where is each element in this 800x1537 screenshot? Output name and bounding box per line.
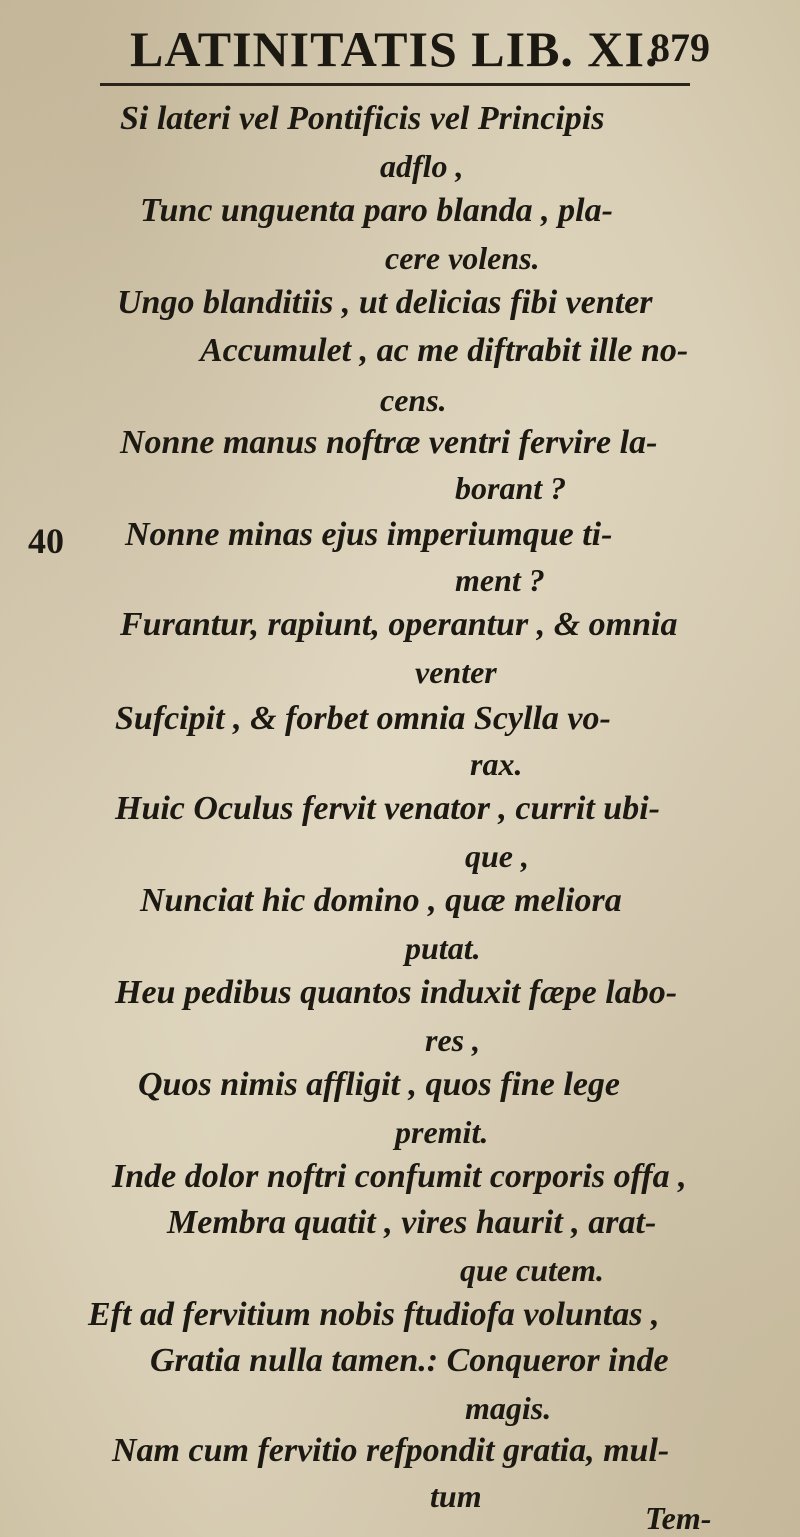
verse-line: que , (465, 838, 529, 874)
verse-line: Nam cum fervitio refpondit gratia, mul- (112, 1432, 670, 1469)
verse-line: venter (415, 654, 497, 690)
verse-line: Tunc unguenta paro blanda , pla- (140, 192, 613, 229)
verse-line: Accumulet , ac me diftrabit ille no- (200, 332, 689, 369)
verse-line: Si lateri vel Pontificis vel Principis (120, 100, 605, 137)
verse-line: ment ? (455, 562, 545, 598)
verse-line: Inde dolor noftri confumit corporis offa , (112, 1158, 687, 1195)
verse-line: Sufcipit , & forbet omnia Scylla vo- (115, 700, 611, 737)
verse-line: Quos nimis affligit , quos fine lege (138, 1066, 621, 1103)
verse-line: adflo , (380, 148, 464, 184)
margin-line-number: 40 (28, 521, 64, 561)
verse-line: Gratia nulla tamen.: Conqueror inde (150, 1342, 669, 1379)
verse-line: Eft ad fervitium nobis ftudiofa voluntas , (88, 1296, 660, 1333)
verse-line: cens. (380, 382, 447, 418)
verse-line: Membra quatit , vires haurit , arat- (167, 1204, 657, 1241)
verse-line: Nonne minas ejus imperiumque ti- (125, 516, 613, 553)
verse-line: cere volens. (385, 240, 540, 276)
verse-line: rax. (470, 746, 523, 782)
verse-line: Huic Oculus fervit venator , currit ubi- (115, 790, 660, 827)
verse-line: Heu pedibus quantos induxit fæpe labo- (115, 974, 678, 1011)
verse-line: Nunciat hic domino , quæ meliora (140, 882, 622, 919)
verse-line: borant ? (455, 470, 567, 506)
running-header (0, 20, 800, 80)
catchword: Tem- (645, 1500, 712, 1536)
verse-line: Ungo blanditiis , ut delicias fibi venter (117, 284, 653, 321)
verse-line: Nonne manus noftræ ventri fervire la- (120, 424, 658, 461)
verse-line: premit. (395, 1114, 489, 1150)
verse-line: tum (430, 1478, 482, 1514)
page-number: 879 (650, 25, 710, 70)
verse-line: Furantur, rapiunt, operantur , & omnia (120, 606, 678, 643)
verse-line: que cutem. (460, 1252, 604, 1288)
verse-line: magis. (465, 1390, 552, 1426)
running-title: LATINITATIS LIB. XI. (130, 21, 659, 77)
verse-line: putat. (405, 930, 481, 966)
header-rule (100, 83, 690, 86)
verse-line: res , (425, 1022, 481, 1058)
